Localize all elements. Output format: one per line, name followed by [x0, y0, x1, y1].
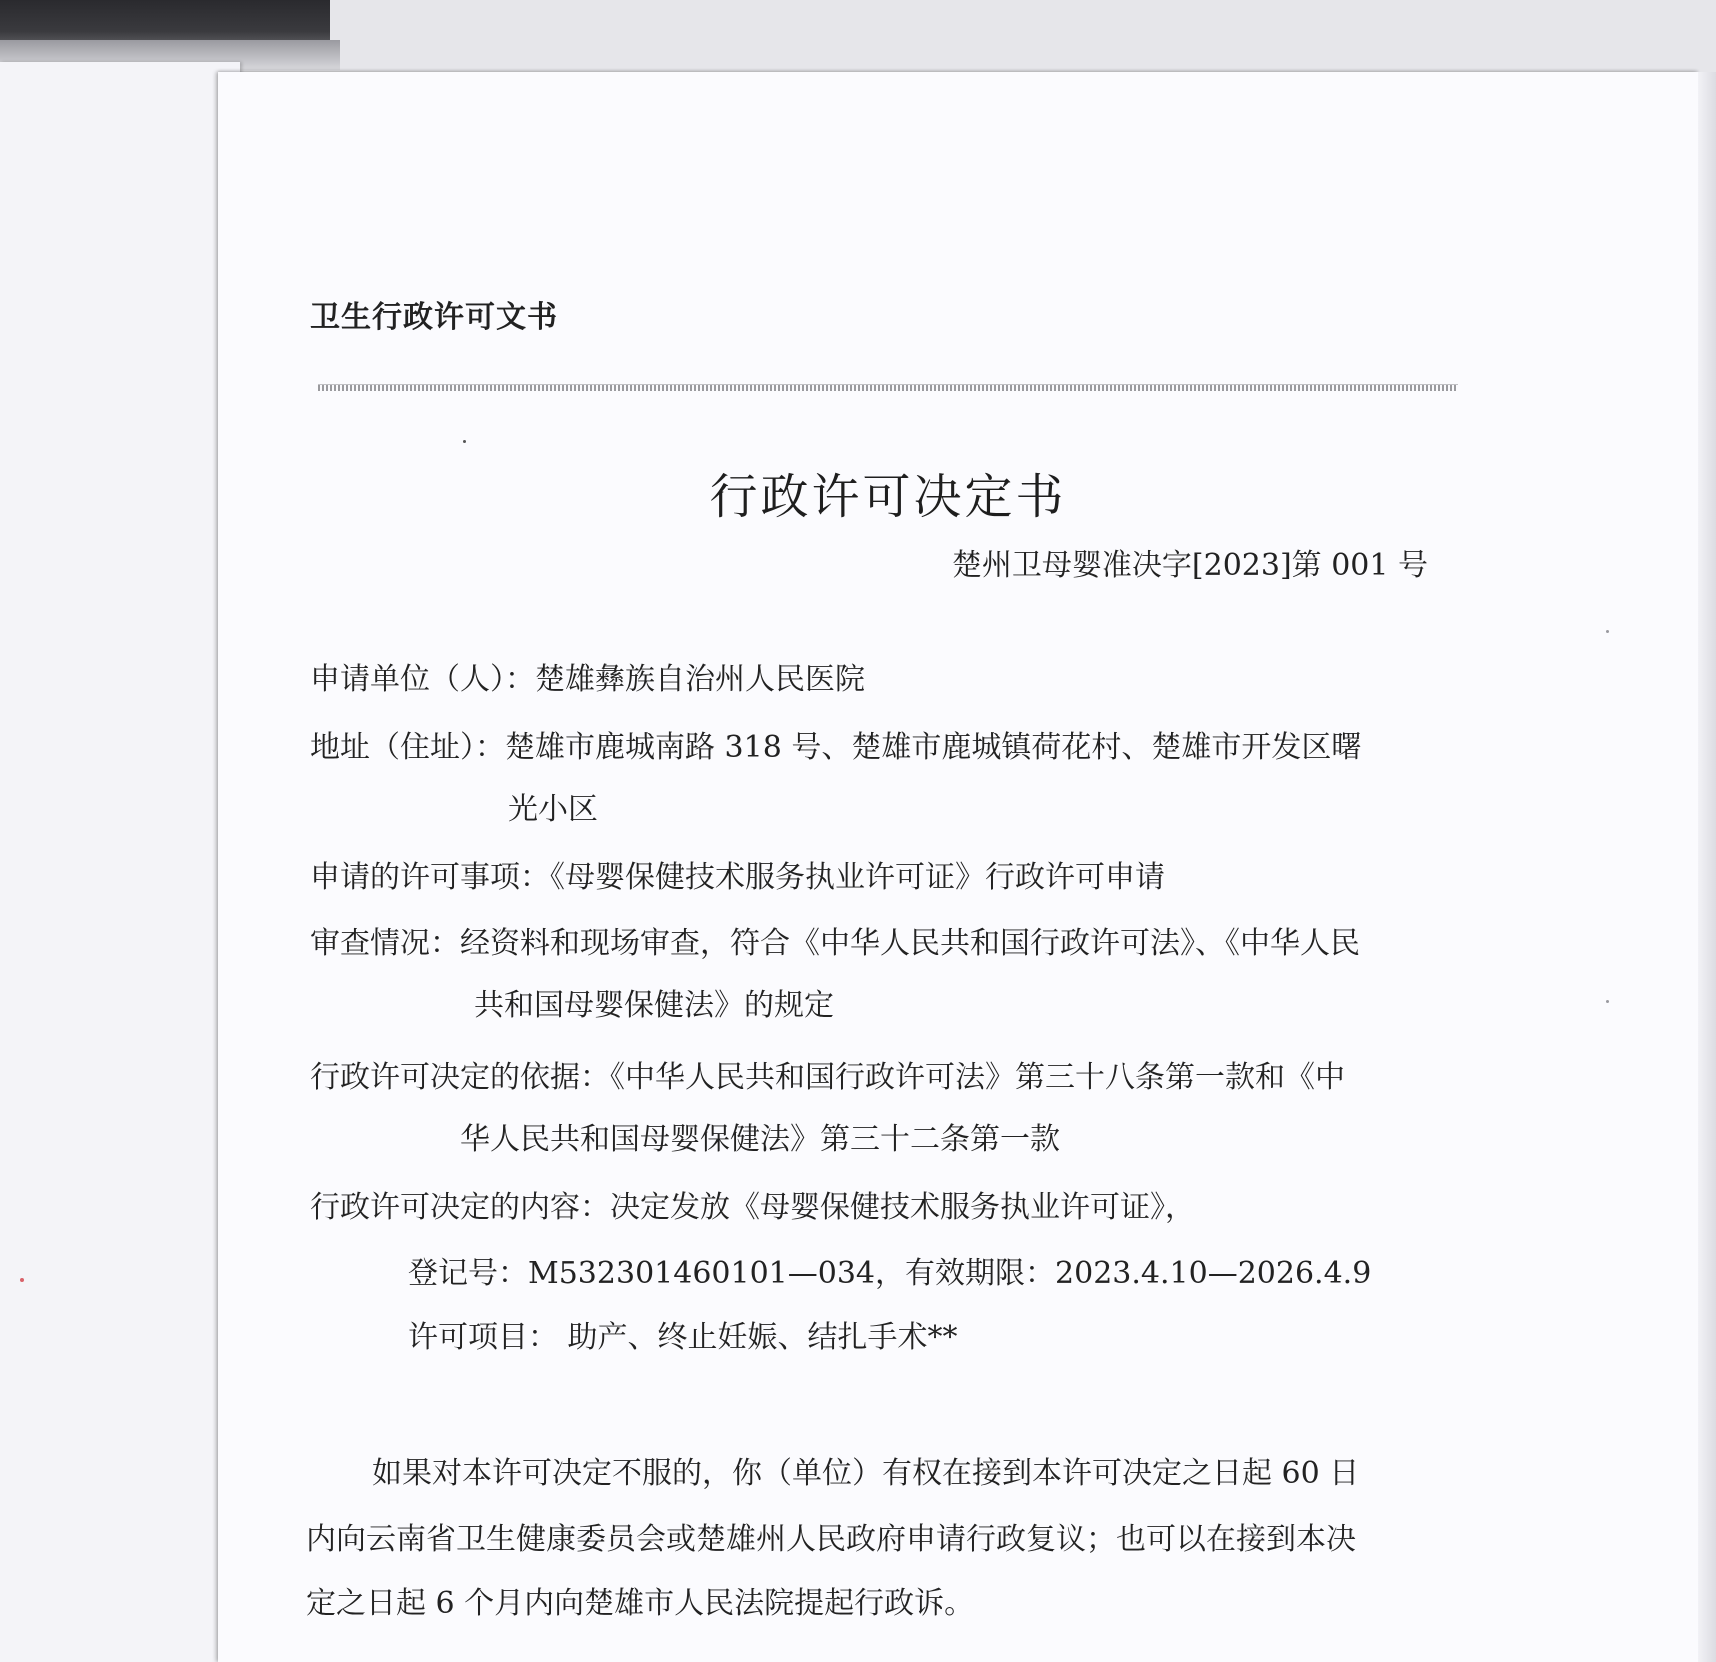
header-divider — [318, 384, 1458, 391]
address-line-2: 光小区 — [508, 792, 598, 827]
faint-speck — [1606, 630, 1609, 633]
permit-item-line: 申请的许可事项：《母婴保健技术服务执业许可证》行政许可申请 — [310, 860, 1165, 895]
notice-line-3: 定之日起 6 个月内向楚雄市人民法院提起行政诉。 — [306, 1586, 975, 1621]
permit-items-line: 许可项目： 助产、终止妊娠、结扎手术** — [408, 1320, 958, 1355]
document-title: 行政许可决定书 — [709, 469, 1067, 525]
applicant-line: 申请单位（人）：楚雄彝族自治州人民医院 — [310, 662, 865, 697]
notice-line-1: 如果对本许可决定不服的，你（单位）有权在接到本许可决定之日起 60 日 — [372, 1456, 1360, 1491]
document-category-header: 卫生行政许可文书 — [310, 300, 558, 335]
address-line-1: 地址（住址）：楚雄市鹿城南路 318 号、楚雄市鹿城镇荷花村、楚雄市开发区曙 — [310, 730, 1362, 765]
decision-content-line: 行政许可决定的内容：决定发放《母婴保健技术服务执业许可证》， — [310, 1190, 1195, 1225]
faint-speck — [1606, 1000, 1609, 1003]
basis-line-1: 行政许可决定的依据：《中华人民共和国行政许可法》第三十八条第一款和《中 — [310, 1060, 1345, 1095]
page-right-edge — [1698, 72, 1716, 1662]
stray-dot — [463, 440, 466, 443]
review-line-2: 共和国母婴保健法》的规定 — [474, 988, 834, 1023]
notice-line-2: 内向云南省卫生健康委员会或楚雄州人民政府申请行政复议；也可以在接到本决 — [306, 1522, 1356, 1557]
review-line-1: 审查情况：经资料和现场审查，符合《中华人民共和国行政许可法》、《中华人民 — [310, 926, 1360, 961]
underlying-page — [0, 62, 240, 1662]
document-number: 楚州卫母婴准决字[2023]第 001 号 — [951, 548, 1428, 583]
registration-line: 登记号：M532301460101—034，有效期限：2023.4.10—2026.4.9 — [408, 1256, 1372, 1291]
red-speck — [20, 1278, 24, 1282]
basis-line-2: 华人民共和国母婴保健法》第三十二条第一款 — [460, 1122, 1060, 1157]
